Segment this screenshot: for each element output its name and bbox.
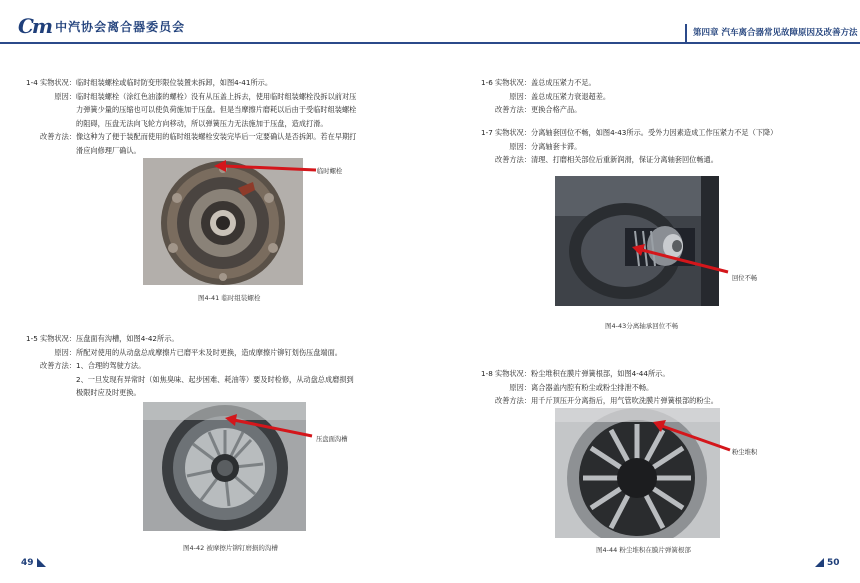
figure-4-42-callout: 压盘面沟槽 <box>316 436 348 443</box>
cause-label: 原因： <box>509 91 531 101</box>
status-label: 1-5 实物状况： <box>26 334 76 343</box>
fix-label: 改善方法： <box>495 396 531 406</box>
fix-line: 极限时应及时更换。 <box>76 388 141 398</box>
fix-line: 滑应向修理厂确认。 <box>76 145 141 155</box>
fix-line: 更换合格产品。 <box>531 105 582 115</box>
cause-label: 原因： <box>54 347 76 357</box>
status-text: 分离轴套回位不畅，如图4-43所示。受外力因素造成工作压紧力不足（下降） <box>531 128 778 137</box>
chapter-title: 第四章 汽车离合器常见故障原因及改善方法 <box>685 24 860 42</box>
header-rule-left <box>0 42 430 44</box>
page-number-left: 49 <box>21 558 34 568</box>
figure-4-41-callout: 临时螺栓 <box>317 168 343 175</box>
fix-label: 改善方法： <box>495 105 531 115</box>
header-rule-right <box>430 42 860 44</box>
figure-4-42-caption: 图4-42 被摩擦片铆钉磨损的沟槽 <box>183 544 278 552</box>
status-text: 临时组装螺栓或临时防变形限位装置未拆卸，如图4-41所示。 <box>76 78 273 87</box>
status-text: 盖总成压紧力不足。 <box>531 78 596 87</box>
section-1-5 <box>0 332 405 400</box>
arrow-4-43 <box>628 240 732 280</box>
figure-4-43-caption: 图4-43分离轴承回位不畅 <box>605 322 679 330</box>
figure-4-44-caption: 图4-44 粉尘堆积在膜片弹簧根部 <box>596 546 691 554</box>
section-1-7 <box>455 126 855 167</box>
section-1-4 <box>0 76 405 158</box>
page-corner-mark-right <box>815 558 824 567</box>
figure-4-43-callout: 回位不畅 <box>732 275 758 282</box>
logo-mark: Cm <box>18 14 52 38</box>
cause-label: 原因： <box>509 141 531 151</box>
fix-label: 改善方法： <box>40 132 76 142</box>
cause-line: 分离轴套卡滞。 <box>531 141 582 151</box>
status-label: 1-6 实物状况： <box>481 78 531 87</box>
page-corner-mark-left <box>37 558 46 567</box>
arrow-4-44 <box>650 416 732 456</box>
figure-4-41-caption: 图4-41 临时组装螺栓 <box>198 294 261 302</box>
arrow-4-42 <box>222 412 314 442</box>
fix-line: 1、合理的驾驶方法。 <box>76 361 146 371</box>
fix-line: 像这种为了便于装配而使用的临时组装螺栓安装完毕后一定要确认是否拆卸。若在早期打 <box>76 132 357 142</box>
page-number-right: 50 <box>827 558 840 568</box>
figure-4-44-callout: 粉尘堆积 <box>732 449 758 456</box>
fix-line: 2、一旦发现有异常时（如焦臭味、起步困难、耗油等）要及时检修，从动盘总成磨损到 <box>76 374 354 384</box>
cause-line: 所配对使用的从动盘总成摩擦片已磨平未及时更换，造成摩擦片铆钉划伤压盘端面。 <box>76 347 342 357</box>
cause-line: 临时组装螺栓（涂红色油漆的螺栓）没有从压盖上拆去，使用临时组装螺栓没拆以前对压 <box>76 91 357 101</box>
status-label: 1-8 实物状况： <box>481 369 531 378</box>
cause-label: 原因： <box>509 382 531 392</box>
cause-line: 力弹簧少量的压缩也可以使负荷施加于压盘。但是当摩擦片磨耗以后由于受临时组装螺栓 <box>76 105 357 115</box>
status-text: 压盘面有沟槽，如图4-42所示。 <box>76 334 179 343</box>
status-label: 1-7 实物状况： <box>481 128 531 137</box>
fix-label: 改善方法： <box>40 361 76 371</box>
section-1-8 <box>455 367 855 408</box>
cause-line: 离合器盖内腔有粉尘或粉尘排泄不畅。 <box>531 382 654 392</box>
page-header <box>0 0 860 44</box>
cause-line: 的阻碍，压盘无法向飞轮方向移动，所以弹簧压力无法施加于压盘，造成打滑。 <box>76 118 328 128</box>
fix-line: 清理、打磨相关部位后重新润滑，保证分离轴套回位畅通。 <box>531 155 718 165</box>
fix-line: 用千斤顶压开分离指后，用气管吹洗膜片弹簧根部的粉尘。 <box>531 396 718 406</box>
cause-line: 盖总成压紧力衰退超差。 <box>531 91 611 101</box>
org-name: 中汽协会离合器委员会 <box>55 19 186 34</box>
org-logo <box>18 14 185 38</box>
fix-label: 改善方法： <box>495 155 531 165</box>
status-label: 1-4 实物状况： <box>26 78 76 87</box>
section-1-6 <box>455 76 855 117</box>
cause-label: 原因： <box>54 91 76 101</box>
arrow-4-41 <box>210 158 320 188</box>
status-text: 粉尘堆积在膜片弹簧根部，如图4-44所示。 <box>531 369 670 378</box>
